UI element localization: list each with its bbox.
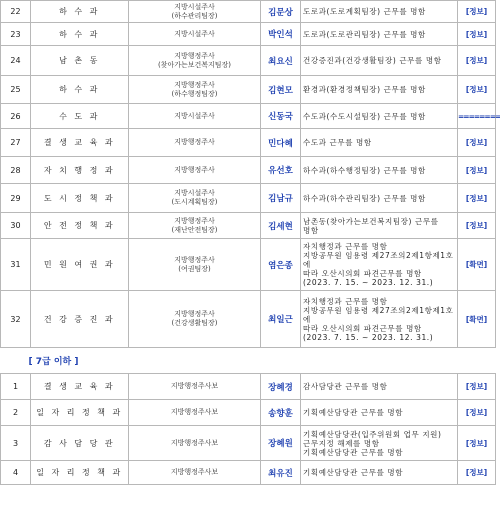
department-cell: 하 수 과 bbox=[31, 76, 129, 104]
rank-cell: 지방시설주사 bbox=[129, 104, 261, 129]
info-link[interactable]: [정보] bbox=[465, 468, 488, 477]
table-row bbox=[1, 426, 496, 461]
table-row bbox=[1, 291, 496, 348]
info-link-cell bbox=[458, 400, 496, 426]
info-link-cell bbox=[458, 184, 496, 213]
info-link-cell bbox=[458, 76, 496, 104]
table-row bbox=[1, 23, 496, 46]
row-number: 31 bbox=[1, 239, 31, 291]
info-link[interactable]: [정보] bbox=[465, 85, 488, 94]
name-cell: 김현모 bbox=[261, 76, 301, 104]
department-cell: 남 촌 동 bbox=[31, 46, 129, 76]
info-link[interactable]: [정보] bbox=[465, 138, 488, 147]
name-cell: 염은종 bbox=[261, 239, 301, 291]
assignment-cell: 자치행정과 근무를 명함 지방공무원 임용령 제27조의2제1항제1호에 따라 오산시의회 파견근무를 명함 (2023. 7. 15. ~ 2023. 12. 31.) bbox=[301, 239, 458, 291]
info-link[interactable]: [정보] bbox=[465, 193, 488, 203]
info-link-cell bbox=[458, 461, 496, 485]
department-cell: 수 도 과 bbox=[31, 104, 129, 129]
name-cell: 최유진 bbox=[261, 461, 301, 485]
table-row bbox=[1, 239, 496, 291]
info-link-cell bbox=[458, 129, 496, 157]
table-row bbox=[1, 129, 496, 157]
info-link-cell bbox=[458, 291, 496, 348]
info-link-cell bbox=[458, 1, 496, 23]
info-link[interactable]: [정보] bbox=[465, 221, 488, 230]
row-number: 23 bbox=[1, 23, 31, 46]
rank-cell: 지방행정주사보 bbox=[129, 400, 261, 426]
row-number: 3 bbox=[1, 426, 31, 461]
rank-cell: 지방행정주사 (재난안전팀장) bbox=[129, 213, 261, 239]
assignment-cell: 도로과(도로계획팀장) 근무를 명함 bbox=[301, 1, 458, 23]
assignment-cell: 수도과(수도시설팀장) 근무를 명함 bbox=[301, 104, 458, 129]
assignment-cell: 기획예산담당관(입주위원회 업무 지원) 근무지정 해제를 명함 기획예산담당관 근무를 명함 bbox=[301, 426, 458, 461]
name-cell: 유선호 bbox=[261, 157, 301, 184]
row-number: 27 bbox=[1, 129, 31, 157]
name-cell: 민다혜 bbox=[261, 129, 301, 157]
assignment-cell: 건강증진과(건강생활팀장) 근무를 명함 bbox=[301, 46, 458, 76]
department-cell: 일 자 리 정 책 과 bbox=[31, 400, 129, 426]
info-link[interactable]: [정보] bbox=[465, 29, 488, 39]
name-cell: 신동국 bbox=[261, 104, 301, 129]
rank-cell: 지방행정주사보 bbox=[129, 426, 261, 461]
table-row bbox=[1, 157, 496, 184]
rank-cell: 지방행정주사 (하수행정팀장) bbox=[129, 76, 261, 104]
department-cell: 하 수 과 bbox=[31, 23, 129, 46]
row-number: 32 bbox=[1, 291, 31, 348]
department-cell: 일 자 리 정 책 과 bbox=[31, 461, 129, 485]
assignment-cell: 환경과(환경정책팀장) 근무를 명함 bbox=[301, 76, 458, 104]
rank-cell: 지방시설주사 (도시계획팀장) bbox=[129, 184, 261, 213]
table-row bbox=[1, 184, 496, 213]
section-label: [ 7급 이하 ] bbox=[28, 357, 79, 367]
name-cell: 김남규 bbox=[261, 184, 301, 213]
department-cell: 결 생 교 육 과 bbox=[31, 129, 129, 157]
info-link-cell bbox=[458, 23, 496, 46]
assignment-cell: 남촌동(찾아가는보건복지팀장) 근무를 명함 bbox=[301, 213, 458, 239]
assignment-cell: 수도과 근무를 명함 bbox=[301, 129, 458, 157]
name-cell: 최일근 bbox=[261, 291, 301, 348]
assignment-cell: 하수과(하수관리팀장) 근무를 명함 bbox=[301, 184, 458, 213]
rank-cell: 지방행정주사 bbox=[129, 157, 261, 184]
department-cell: 하 수 과 bbox=[31, 1, 129, 23]
info-link[interactable]: [정보] bbox=[465, 165, 488, 175]
name-cell: 장혜경 bbox=[261, 374, 301, 400]
info-link-cell bbox=[458, 104, 500, 129]
name-cell: 김세현 bbox=[261, 213, 301, 239]
info-link-cell bbox=[458, 46, 496, 76]
name-cell: 박인석 bbox=[261, 23, 301, 46]
info-link-cell bbox=[458, 374, 496, 400]
info-link[interactable]: [정보] bbox=[465, 56, 488, 65]
info-link-cell bbox=[458, 239, 496, 291]
rank-cell: 지방행정주사보 bbox=[129, 374, 261, 400]
table-row bbox=[1, 461, 496, 485]
info-link[interactable]: [정보] bbox=[465, 7, 488, 16]
row-number: 26 bbox=[1, 104, 31, 129]
table-row bbox=[1, 400, 496, 426]
info-link[interactable]: [정보] bbox=[465, 408, 488, 417]
assignment-cell: 기획예산담당관 근무를 명함 bbox=[301, 400, 458, 426]
rank-cell: 지방행정주사 (건강생활팀장) bbox=[129, 291, 261, 348]
row-number: 29 bbox=[1, 184, 31, 213]
junior-rows bbox=[1, 374, 496, 485]
department-cell: 안 전 정 책 과 bbox=[31, 213, 129, 239]
info-link[interactable]: [확면] bbox=[465, 314, 488, 324]
row-number: 24 bbox=[1, 46, 31, 76]
name-cell: 최요신 bbox=[261, 46, 301, 76]
info-link-cell bbox=[458, 426, 496, 461]
table-row bbox=[1, 76, 496, 104]
rank-cell: 지방시설주사 bbox=[129, 23, 261, 46]
row-number: 2 bbox=[1, 400, 31, 426]
section-block bbox=[1, 348, 496, 374]
name-cell: 송향훈 bbox=[261, 400, 301, 426]
assignment-cell: 기획예산담당관 근무를 명함 bbox=[301, 461, 458, 485]
row-number: 4 bbox=[1, 461, 31, 485]
row-number: 28 bbox=[1, 157, 31, 184]
table-row bbox=[1, 374, 496, 400]
row-number: 1 bbox=[1, 374, 31, 400]
department-cell: 감 사 담 당 관 bbox=[31, 426, 129, 461]
info-link[interactable]: ======== bbox=[458, 111, 500, 121]
rank-cell: 지방행정주사보 bbox=[129, 461, 261, 485]
department-cell: 자 치 행 정 과 bbox=[31, 157, 129, 184]
info-link-cell bbox=[458, 157, 496, 184]
rank-cell: 지방행정주사 (찾아가는보건복지팀장) bbox=[129, 46, 261, 76]
info-link[interactable]: [정보] bbox=[465, 438, 488, 448]
info-link[interactable]: [확면] bbox=[465, 260, 488, 269]
name-cell: 김문상 bbox=[261, 1, 301, 23]
row-number: 22 bbox=[1, 1, 31, 23]
department-cell: 도 시 정 책 과 bbox=[31, 184, 129, 213]
assignment-cell: 감사담당관 근무를 명함 bbox=[301, 374, 458, 400]
table-row bbox=[1, 213, 496, 239]
rank-cell: 지방행정주사 bbox=[129, 129, 261, 157]
assignment-cell: 하수과(하수행정팀장) 근무를 명함 bbox=[301, 157, 458, 184]
department-cell: 결 생 교 육 과 bbox=[31, 374, 129, 400]
table-row bbox=[1, 1, 496, 23]
senior-rows bbox=[1, 1, 500, 348]
info-link[interactable]: [정보] bbox=[465, 382, 488, 391]
table-row bbox=[1, 104, 496, 129]
name-cell: 장혜원 bbox=[261, 426, 301, 461]
department-cell: 건 강 증 진 과 bbox=[31, 291, 129, 348]
row-number: 25 bbox=[1, 76, 31, 104]
row-number: 30 bbox=[1, 213, 31, 239]
rank-cell: 지방행정주사 (여권팀장) bbox=[129, 239, 261, 291]
department-cell: 민 원 여 권 과 bbox=[31, 239, 129, 291]
rank-cell: 지방시설주사 (하수관리팀장) bbox=[129, 1, 261, 23]
table-row bbox=[1, 46, 496, 76]
assignment-cell: 도로과(도로관리팀장) 근무를 명함 bbox=[301, 23, 458, 46]
info-link-cell bbox=[458, 213, 496, 239]
assignment-cell: 자치행정과 근무를 명함 지방공무원 임용령 제27조의2제1항제1호에 따라 오산시의회 파견근무를 명함 (2023. 7. 15. ~ 2023. 12. 31.) bbox=[301, 291, 458, 348]
